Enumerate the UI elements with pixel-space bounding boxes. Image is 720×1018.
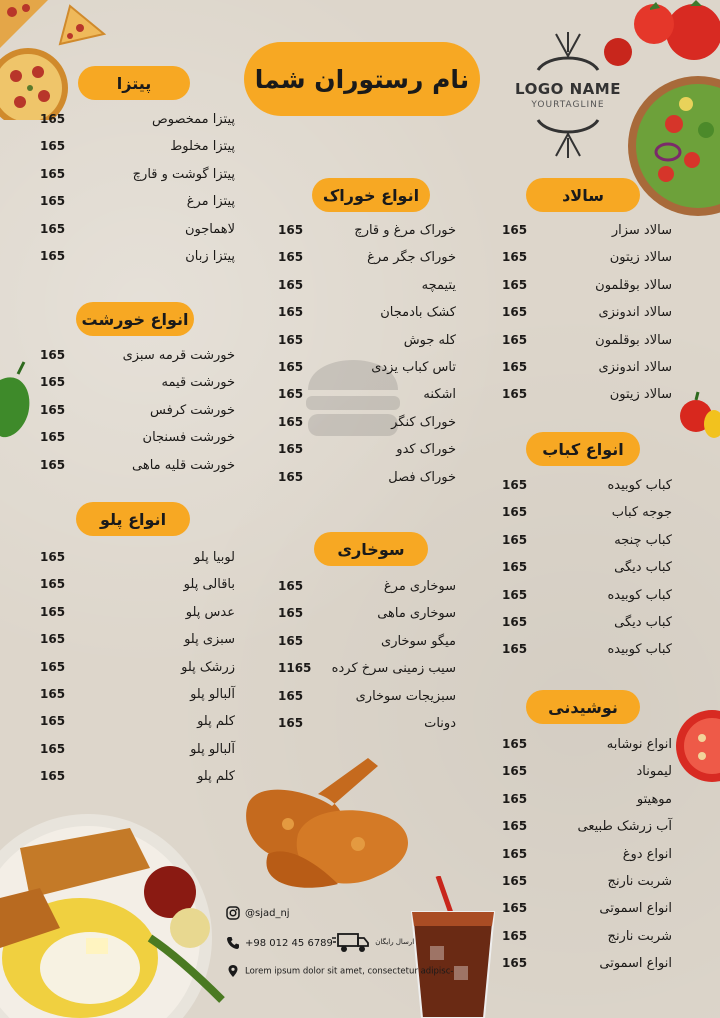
item-name: سوخاری ماهی [377,606,456,622]
address-text: Lorem ipsum dolor sit amet, consectetur adipisc- [245,966,454,977]
item-name: پیتزا زبان [185,248,235,264]
item-price: 165 [278,223,304,237]
list-item [278,409,456,436]
item-name: پیتزا مرغ [186,194,235,210]
list-item [502,786,672,813]
list-item [278,217,456,244]
item-price: 165 [278,414,304,429]
phone-text: +98 012 45 6789 [245,938,333,949]
item-name: سالاد زیتون [609,250,672,266]
item-name: سالاد بوقلمون [595,277,672,293]
drinks-section-heading: نوشیدنی [526,690,640,724]
list-item [278,354,456,381]
list-item [502,841,672,868]
instagram-handle[interactable] [226,906,290,920]
pizza-section-heading: پیتزا [78,66,190,100]
item-name: کباب کوبیده [607,478,672,493]
soda-cup-illustration [404,876,502,1018]
item-price: 165 [502,956,528,971]
list-item [502,327,672,354]
item-price: 165 [502,791,528,806]
list-item [40,763,235,790]
list-item [40,544,235,571]
item-name: خوراک کنگر [391,414,456,430]
list-item [502,527,672,554]
item-price: 165 [40,248,66,263]
item-name: خورشت قلیه ماهی [132,457,235,473]
item-price: 165 [502,642,528,657]
list-item [502,299,672,326]
item-price: 165 [278,469,304,484]
list-item [278,710,456,737]
item-price: 165 [40,194,66,209]
list-item [40,654,235,681]
list-item [40,106,235,133]
list-item [40,369,235,396]
item-name: کباب دیگی [614,614,672,630]
list-item [502,731,672,758]
item-price: 165 [40,221,66,236]
item-name: لوبیا پلو [194,550,235,565]
list-item [502,472,672,499]
delivery-truck-icon [332,930,372,954]
item-name: عدس پلو [185,604,235,620]
item-name: خورشت کرفس [150,402,235,418]
item-name: سالاد اندونزی [598,305,672,321]
item-price: 165 [40,714,66,729]
list-item [40,626,235,653]
stew-list [40,342,235,479]
item-name: آب زرشک طبیعی [577,819,672,835]
item-name: انواع دوغ [622,846,672,862]
item-price: 165 [40,402,66,417]
item-price: 165 [40,604,66,619]
item-price: 165 [502,873,528,888]
list-item [278,628,456,655]
list-item [502,868,672,895]
item-price: 165 [40,769,66,784]
green-pepper-illustration [0,360,34,440]
item-price: 165 [502,587,528,602]
list-item [502,499,672,526]
list-item [502,554,672,581]
item-name: باقالی پلو [183,577,235,593]
phone-number[interactable] [226,936,333,950]
list-item [278,683,456,710]
item-name: کلم پلو [197,769,235,785]
item-price: 165 [40,375,66,390]
item-price: 165 [502,928,528,943]
item-price: 165 [502,478,528,492]
item-name: کباب دیگی [614,560,672,576]
item-price: 165 [278,606,304,621]
item-price: 165 [40,741,66,756]
item-price: 165 [278,387,304,402]
item-price: 165 [40,686,66,701]
list-item [502,813,672,840]
item-price: 1165 [278,661,312,676]
item-price: 165 [278,579,304,593]
item-name: کباب چنجه [614,532,672,548]
item-name: پیتزا گوشت و قارچ [132,166,235,182]
list-item [40,188,235,215]
item-price: 165 [40,457,66,472]
item-name: کشک بادمجان [380,305,456,321]
item-price: 165 [40,659,66,674]
list-item [502,758,672,785]
pizza-list [40,106,235,270]
item-name: شربت نارنج [607,928,672,944]
stew-section-heading: انواع خورشت [76,302,194,336]
kebab-rice-plate-illustration [0,808,232,1018]
list-item [502,217,672,244]
list-item [40,216,235,243]
list-item [278,299,456,326]
item-price: 165 [502,359,528,374]
list-item [502,609,672,636]
polo-list [40,544,235,791]
item-name: خورشت قیمه [161,375,235,391]
list-item [40,708,235,735]
item-name: شربت نارنج [607,873,672,889]
item-price: 165 [40,550,66,564]
list-item [278,272,456,299]
pizza-illustration [0,0,110,120]
tomato-slice-illustration [672,708,720,784]
list-item [502,636,672,663]
item-name: دونات [424,715,456,731]
list-item [502,895,672,922]
item-name: خوراک جگر مرغ [367,250,456,266]
salad-section-heading: سالاد [526,178,640,212]
list-item [278,436,456,463]
phone-icon [226,936,240,950]
restaurant-name: نام رستوران شما [254,64,470,94]
item-price: 165 [278,359,304,374]
item-name: جوجه کباب [611,505,672,521]
item-name: آلبالو پلو [190,741,235,757]
item-name: سبزیجات سوخاری [355,688,456,704]
polo-section-heading: انواع پلو [76,502,190,536]
list-item [278,327,456,354]
item-price: 165 [502,819,528,834]
item-name: لاهماجون [184,221,235,237]
item-name: خوراک مرغ و قارچ [354,223,456,238]
list-item [40,342,235,369]
item-price: 165 [40,577,66,592]
item-price: 165 [40,112,66,126]
khorak-section-heading: انواع خوراک [312,178,430,212]
drinks-list [502,731,672,978]
item-price: 165 [502,305,528,320]
item-name: سوخاری مرغ [383,579,456,594]
item-price: 165 [502,387,528,402]
item-name: کباب کوبیده [607,587,672,603]
item-name: زرشک پلو [181,659,235,675]
item-price: 165 [502,560,528,575]
item-name: کله جوش [403,332,456,348]
logo [508,26,628,162]
item-name: پیتزا مخلوط [170,139,235,155]
item-price: 165 [278,633,304,648]
item-price: 165 [502,901,528,916]
salad-list [502,217,672,409]
item-price: 165 [502,332,528,347]
item-name: خورشت فسنجان [142,430,235,446]
list-item [502,923,672,950]
item-price: 165 [40,139,66,154]
item-name: میگو سوخاری [381,633,456,649]
item-name: موهیتو [636,791,672,807]
item-price: 165 [278,332,304,347]
address[interactable] [226,964,453,978]
item-price: 165 [278,250,304,265]
item-price: 165 [40,632,66,647]
list-item [278,600,456,627]
item-price: 165 [502,846,528,861]
item-price: 165 [40,430,66,445]
item-name: سالاد اندونزی [598,359,672,375]
item-price: 165 [502,223,528,237]
item-name: تاس کباب یزدی [371,359,456,375]
list-item [502,381,672,408]
list-item [40,681,235,708]
item-name: کباب کوبیده [607,642,672,658]
delivery-label: ارسال رایگان [375,938,415,946]
khorak-list [278,217,456,491]
kebab-list [502,472,672,664]
list-item [278,464,456,491]
item-price: 165 [278,305,304,320]
item-name: لیموناد [636,764,672,780]
item-name: سیب زمینی سرخ کرده [331,661,456,677]
item-name: سالاد زیتون [609,387,672,403]
item-price: 165 [502,764,528,779]
list-item [278,381,456,408]
list-item [40,424,235,451]
instagram-icon [226,906,240,920]
item-name: کلم پلو [197,714,235,730]
item-name: سالاد سزار [611,223,672,238]
instagram-text: @sjad_nj [245,908,290,919]
kebab-section-heading: انواع کباب [526,432,640,466]
list-item [40,599,235,626]
list-item [40,397,235,424]
item-name: انواع اسموتی [599,956,672,972]
item-name: سبزی پلو [184,632,235,648]
item-price: 165 [40,166,66,181]
fried-list [278,573,456,737]
list-item [40,243,235,270]
list-item [40,571,235,598]
restaurant-name-banner [244,42,480,116]
item-name: خورشت قرمه سبزی [122,348,235,363]
item-name: انواع نوشابه [606,737,672,752]
list-item [502,244,672,271]
item-name: خوراک کدو [396,442,456,458]
list-item [502,354,672,381]
list-item [40,161,235,188]
item-name: سالاد بوقلمون [595,332,672,348]
item-name: یتیمچه [421,277,456,293]
item-price: 165 [278,442,304,457]
location-icon [226,964,240,978]
item-price: 165 [278,688,304,703]
logo-tagline: YOURTAGLINE [531,100,605,110]
free-delivery-badge [332,930,414,954]
item-price: 165 [502,277,528,292]
fried-chicken-illustration [228,744,424,896]
item-name: خوراک فصل [388,469,456,485]
list-item [502,950,672,977]
item-price: 165 [502,532,528,547]
item-name: آلبالو پلو [190,686,235,702]
list-item [278,244,456,271]
item-price: 165 [502,614,528,629]
salad-bowl-illustration [626,74,720,220]
list-item [40,452,235,479]
logo-brand-text: LOGO NAME [515,80,621,98]
list-item [502,272,672,299]
bell-pepper-illustration [678,390,720,446]
item-price: 165 [278,715,304,730]
item-price: 165 [40,348,66,362]
list-item [502,582,672,609]
list-item [40,736,235,763]
item-name: انواع اسموتی [599,901,672,917]
item-price: 165 [502,505,528,520]
item-name: اشکنه [423,387,456,403]
list-item [278,655,456,682]
item-price: 165 [502,250,528,265]
fried-section-heading: سوخاری [314,532,428,566]
item-price: 165 [502,737,528,751]
item-name: پیتزا ممخصوص [152,112,235,127]
item-price: 165 [278,277,304,292]
list-item [40,133,235,160]
list-item [278,573,456,600]
